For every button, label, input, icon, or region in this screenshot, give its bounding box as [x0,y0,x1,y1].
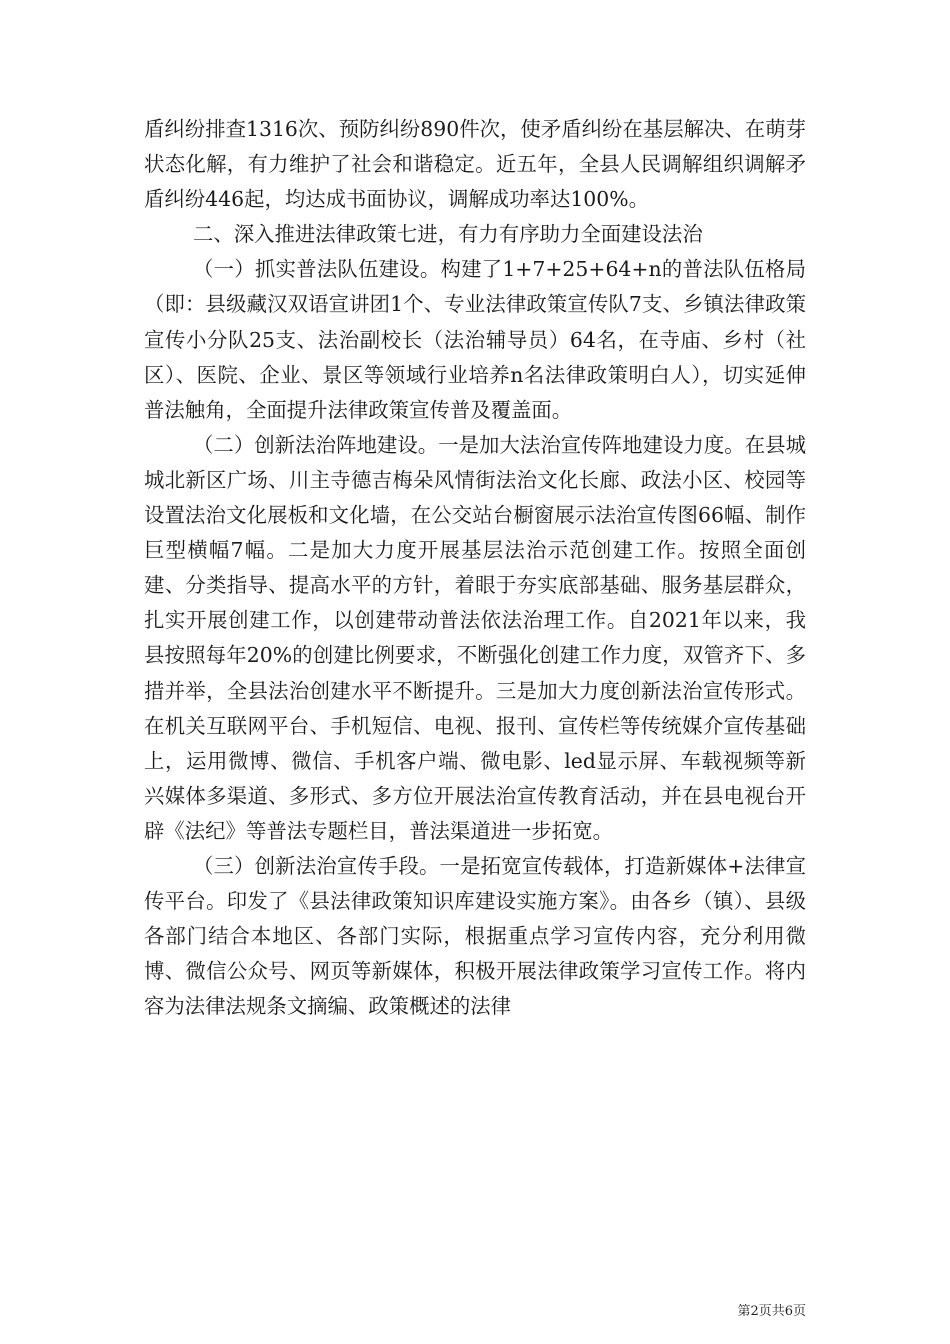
paragraph-position-building: （二）创新法治阵地建设。一是加大法治宣传阵地建设力度。在县城城北新区广场、川主寺德吉梅朵风情街法治文化长廊、政法小区、校园等设置法治文化展板和文化墙，在公交站台橱窗展示法治宣传图66幅、制作巨型横幅7幅。二是加大力度开展基层法治示范创建工作。按照全面创建、分类指导、提高水平的方针，着眼于夯实底部基础、服务基层群众，扎实开展创建工作，以创建带动普法依法治理工作。自2021年以来，我县按照每年20%的创建比例要求，不断强化创建工作力度，双管齐下、多措并举，全县法治创建水平不断提升。三是加大力度创新法治宣传形式。在机关互联网平台、手机短信、电视、报刊、宣传栏等传统媒介宣传基础上，运用微博、微信、手机客户端、微电影、led显示屏、车载视频等新兴媒体多渠道、多形式、多方位开展法治宣传教育活动，并在县电视台开辟《法纪》等普法专题栏目，普法渠道进一步拓宽。 [144,432,806,843]
paragraph-continuation: 盾纠纷排查1316次、预防纠纷890件次，使矛盾纠纷在基层解决、在萌芽状态化解，有力维护了社会和谐稳定。近五年，全县人民调解组织调解矛盾纠纷446起，均达成书面协议，调解成功率达100%。 [144,117,806,212]
paragraph-team-building: （一）抓实普法队伍建设。构建了1+7+25+64+n的普法队伍格局（即：县级藏汉双语宣讲团1个、专业法律政策宣传队7支、乡镇法律政策宣传小分队25支、法治副校长（法治辅导员）64名，在寺庙、乡村（社区）、医院、企业、景区等领域行业培养n名法律政策明白人），切实延伸普法触角，全面提升法律政策宣传普及覆盖面。 [144,257,806,422]
section-heading: 二、深入推进法律政策七进，有力有序助力全面建设法治 [192,222,703,247]
page-indicator: 第2页共6页 [737,1304,806,1319]
document-body [144,112,806,1024]
paragraph-publicity-means: （三）创新法治宣传手段。一是拓宽宣传载体，打造新媒体+法律宣传平台。印发了《县法律政策知识库建设实施方案》。由各乡（镇）、县级各部门结合本地区、各部门实际，根据重点学习宣传内容，充分利用微博、微信公众号、网页等新媒体，积极开展法律政策学习宣传工作。将内容为法律法规条文摘编、政策概述的法律 [144,853,806,1019]
